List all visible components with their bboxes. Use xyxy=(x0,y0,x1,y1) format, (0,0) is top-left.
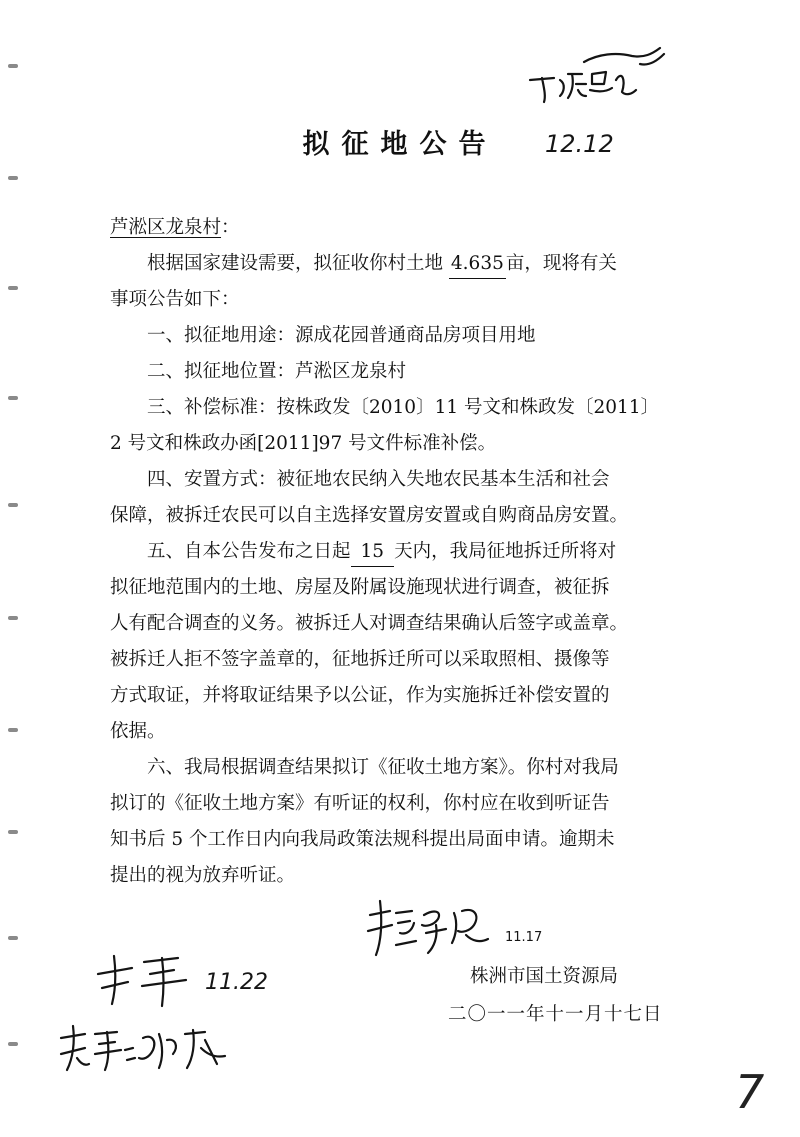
punch-mark xyxy=(8,728,18,732)
item-5-line-2: 拟征地范围内的土地、房屋及附属设施现状进行调查，被征拆 xyxy=(110,577,610,598)
land-area: 4.635 xyxy=(449,250,506,279)
days-count: 15 xyxy=(351,538,395,567)
item-5-line-1: 五、自本公告发布之日起 15 天内，我局征地拆迁所将对 xyxy=(110,534,700,570)
item-6-line-2: 拟订的《征收土地方案》有听证的权利，你村应在收到听证告 xyxy=(110,793,610,814)
item-6-line-4: 提出的视为放弃听证。 xyxy=(110,865,296,886)
handwritten-signature-top xyxy=(520,40,670,110)
punch-mark xyxy=(8,396,18,400)
punch-mark xyxy=(8,503,18,507)
handwritten-date-bottom: 11.22 xyxy=(205,970,268,995)
item-6-line-3: 知书后 5 个工作日内向我局政策法规科提出局面申请。逾期未 xyxy=(110,829,615,850)
page-title: 拟征地公告 xyxy=(302,129,498,160)
item-3-line-1: 三、补偿标准：按株政发〔2010〕11 号文和株政发〔2011〕 xyxy=(147,397,660,418)
item-1: 一、拟征地用途：源成花园普通商品房项目用地 xyxy=(147,325,536,346)
punch-mark xyxy=(8,616,18,620)
item-4-line-2: 保障，被拆迁农民可以自主选择安置房安置或自购商品房安置。 xyxy=(110,505,629,526)
item-5-line-6: 依据。 xyxy=(110,721,166,742)
handwritten-title-note: 12.12 xyxy=(545,130,614,158)
addressee-line: 芦淞区龙泉村： xyxy=(110,217,240,238)
item-4-line-1: 四、安置方式：被征地农民纳入失地农民基本生活和社会 xyxy=(147,469,610,490)
punch-mark xyxy=(8,176,18,180)
item-2: 二、拟征地位置：芦淞区龙泉村 xyxy=(147,361,407,382)
handwritten-page-number: 7 xyxy=(735,1065,765,1119)
item-5-line-4: 被拆迁人拒不签字盖章的，征地拆迁所可以采取照相、摄像等 xyxy=(110,649,610,670)
notice-body xyxy=(110,210,700,894)
punch-mark xyxy=(8,936,18,940)
intro-line-2: 事项公告如下： xyxy=(110,289,240,310)
intro-line: 根据国家建设需要，拟征收你村土地 4.635 亩，现将有关 xyxy=(110,246,700,282)
addressee: 芦淞区龙泉村 xyxy=(110,217,222,238)
item-6-line-1: 六、我局根据调查结果拟订《征收土地方案》。你村对我局 xyxy=(147,757,619,778)
handwritten-drafter-signature xyxy=(55,1020,235,1075)
item-3-line-2: 2 号文和株政办函[2011]97 号文件标准补偿。 xyxy=(110,433,497,454)
issuer-name: 株洲市国土资源局 xyxy=(470,966,619,987)
punch-mark xyxy=(8,64,18,68)
item-5-line-5: 方式取证，并将取证结果予以公证，作为实施拆迁补偿安置的 xyxy=(110,685,610,706)
punch-mark xyxy=(8,286,18,290)
issue-date: 二〇一一年十一月十七日 xyxy=(448,1004,663,1025)
handwritten-signature-bottom xyxy=(92,948,202,1008)
handwritten-date-middle: 11.17 xyxy=(505,930,543,945)
punch-mark xyxy=(8,830,18,834)
item-5-line-3: 人有配合调查的义务。被拆迁人对调查结果确认后签字或盖章。 xyxy=(110,613,629,634)
punch-mark xyxy=(8,1042,18,1046)
